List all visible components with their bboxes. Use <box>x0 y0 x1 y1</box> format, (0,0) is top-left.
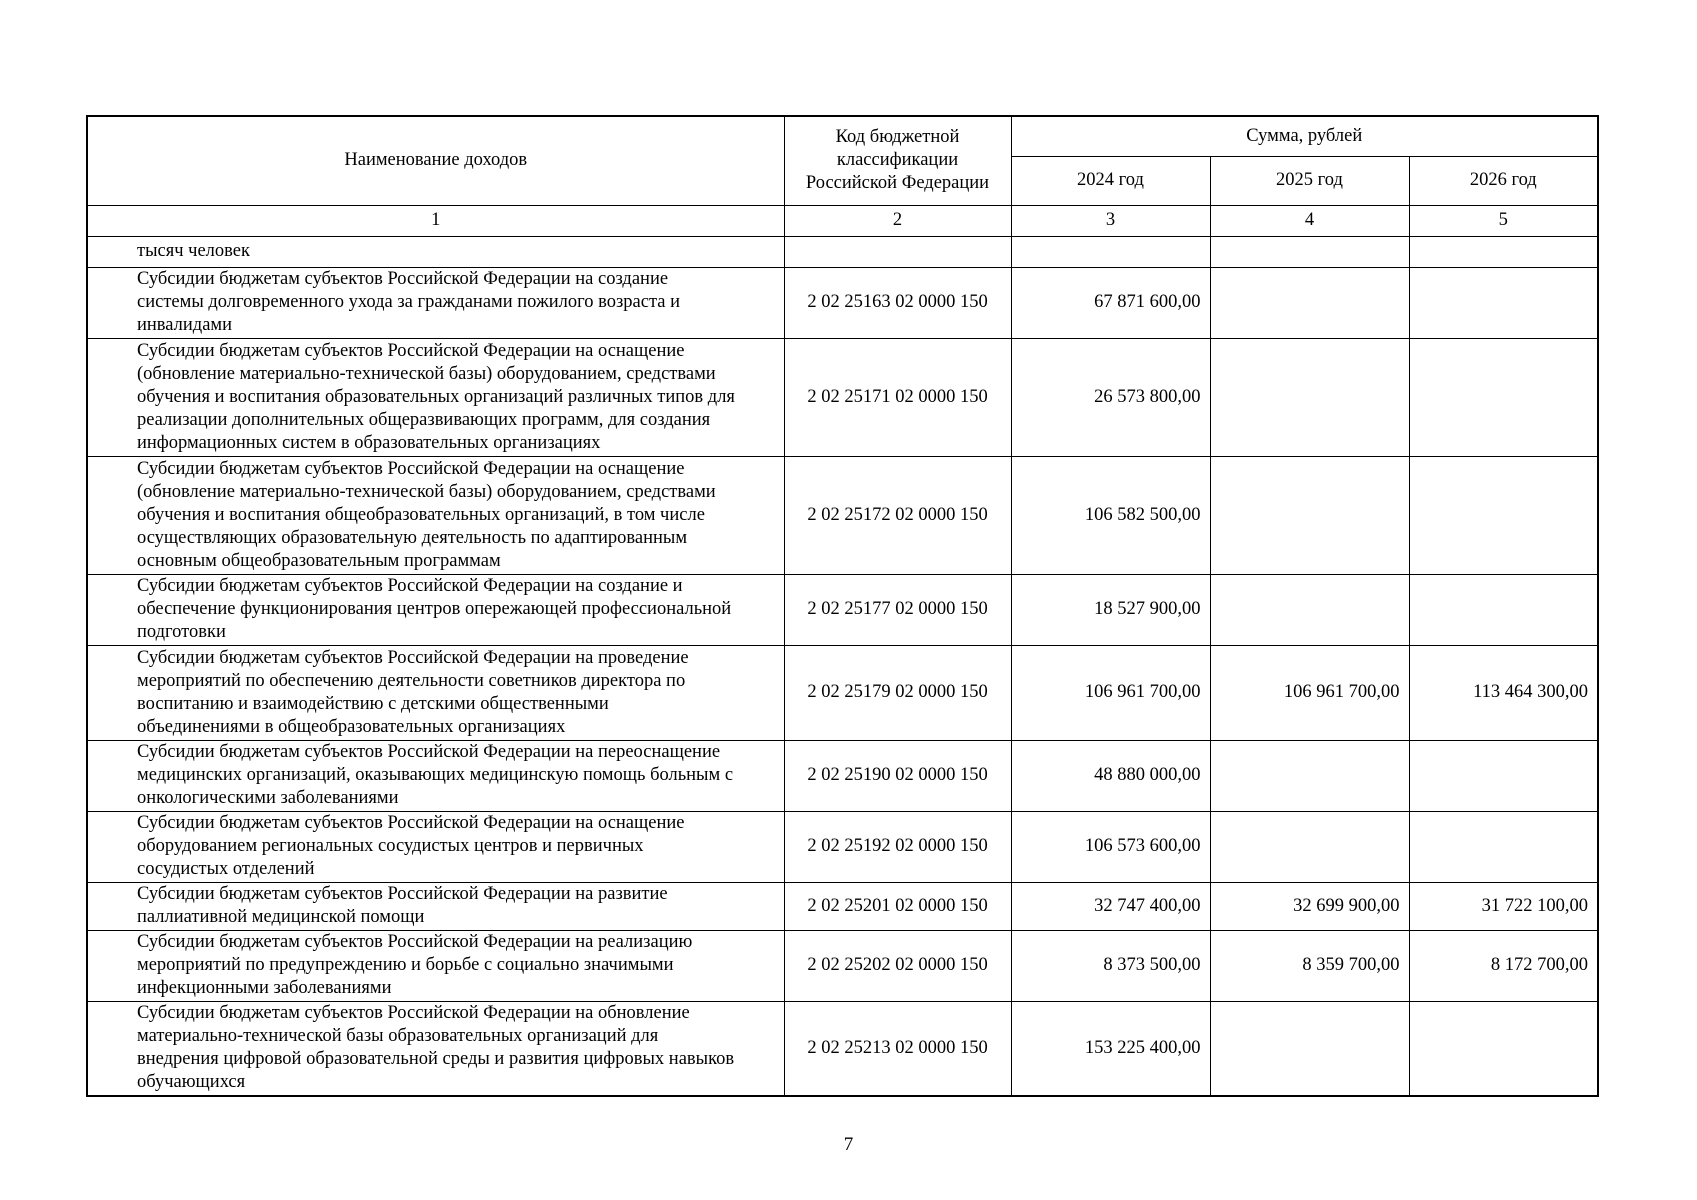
revenue-name: Субсидии бюджетам субъектов Российской Федерации на развитие паллиативной медицинской помощи <box>87 882 784 930</box>
sum-2024 <box>1011 236 1210 267</box>
revenue-name: Субсидии бюджетам субъектов Российской Федерации на оснащение оборудованием региональных сосудистых центров и первичных сосудистых отделений <box>87 811 784 882</box>
revenue-name: Субсидии бюджетам субъектов Российской Федерации на проведение мероприятий по обеспечению деятельности советников директора по воспитанию и взаимодействию с детскими общественными объединениями в общеобразовательных организациях <box>87 645 784 740</box>
header-revenue-name: Наименование доходов <box>87 116 784 205</box>
table-row <box>87 811 1598 882</box>
header-budget-code: Код бюджетной классификации Российской Федерации <box>784 116 1011 205</box>
column-number: 1 <box>87 205 784 236</box>
column-number: 4 <box>1210 205 1409 236</box>
sum-2025: 106 961 700,00 <box>1210 645 1409 740</box>
sum-2025 <box>1210 456 1409 574</box>
budget-code: 2 02 25163 02 0000 150 <box>784 267 1011 338</box>
sum-2026: 31 722 100,00 <box>1409 882 1598 930</box>
sum-2025: 32 699 900,00 <box>1210 882 1409 930</box>
sum-2025 <box>1210 811 1409 882</box>
table-row <box>87 267 1598 338</box>
table-row <box>87 338 1598 456</box>
budget-code: 2 02 25171 02 0000 150 <box>784 338 1011 456</box>
sum-2024: 67 871 600,00 <box>1011 267 1210 338</box>
sum-2024: 26 573 800,00 <box>1011 338 1210 456</box>
revenue-name: Субсидии бюджетам субъектов Российской Федерации на оснащение (обновление материально-технической базы) оборудованием, средствами обучения и воспитания общеобразовательных организаций, в том числе осуществляющих образовательную деятельность по адаптированным основным общеобразовательным программам <box>87 456 784 574</box>
sum-2024: 153 225 400,00 <box>1011 1001 1210 1096</box>
column-number: 2 <box>784 205 1011 236</box>
sum-2024: 8 373 500,00 <box>1011 930 1210 1001</box>
header-year-2026: 2026 год <box>1409 156 1598 205</box>
budget-code: 2 02 25202 02 0000 150 <box>784 930 1011 1001</box>
table-body <box>87 236 1598 1096</box>
table-row <box>87 456 1598 574</box>
revenue-name: Субсидии бюджетам субъектов Российской Федерации на реализацию мероприятий по предупреждению и борьбе с социально значимыми инфекционными заболеваниями <box>87 930 784 1001</box>
sum-2025 <box>1210 267 1409 338</box>
header-year-2025: 2025 год <box>1210 156 1409 205</box>
table-row <box>87 1001 1598 1096</box>
budget-code: 2 02 25179 02 0000 150 <box>784 645 1011 740</box>
page-number: 7 <box>843 1134 854 1155</box>
sum-2026 <box>1409 574 1598 645</box>
table-row <box>87 930 1598 1001</box>
sum-2025 <box>1210 236 1409 267</box>
sum-2024: 48 880 000,00 <box>1011 740 1210 811</box>
budget-code: 2 02 25190 02 0000 150 <box>784 740 1011 811</box>
header-year-2024: 2024 год <box>1011 156 1210 205</box>
table-header <box>87 116 1598 236</box>
budget-code: 2 02 25213 02 0000 150 <box>784 1001 1011 1096</box>
sum-2025 <box>1210 574 1409 645</box>
sum-2026 <box>1409 338 1598 456</box>
revenue-name: Субсидии бюджетам субъектов Российской Федерации на оснащение (обновление материально-технической базы) оборудованием, средствами обучения и воспитания образовательных организаций различных типов для реализации дополнительных общеразвивающих программ, для создания информационных систем в образовательных организациях <box>87 338 784 456</box>
table-row <box>87 574 1598 645</box>
sum-2024: 106 961 700,00 <box>1011 645 1210 740</box>
budget-code: 2 02 25177 02 0000 150 <box>784 574 1011 645</box>
revenue-table <box>86 115 1599 1097</box>
sum-2026 <box>1409 1001 1598 1096</box>
sum-2025 <box>1210 740 1409 811</box>
sum-2026 <box>1409 740 1598 811</box>
budget-code: 2 02 25192 02 0000 150 <box>784 811 1011 882</box>
sum-2026: 8 172 700,00 <box>1409 930 1598 1001</box>
revenue-name: Субсидии бюджетам субъектов Российской Федерации на переоснащение медицинских организаций, оказывающих медицинскую помощь больным с онкологическими заболеваниями <box>87 740 784 811</box>
sum-2024: 106 573 600,00 <box>1011 811 1210 882</box>
sum-2024: 18 527 900,00 <box>1011 574 1210 645</box>
sum-2026 <box>1409 811 1598 882</box>
sum-2026: 113 464 300,00 <box>1409 645 1598 740</box>
table-row <box>87 236 1598 267</box>
column-number: 5 <box>1409 205 1598 236</box>
sum-2026 <box>1409 267 1598 338</box>
table-row <box>87 645 1598 740</box>
table-row <box>87 740 1598 811</box>
revenue-name: Субсидии бюджетам субъектов Российской Федерации на обновление материально-технической базы образовательных организаций для внедрения цифровой образовательной среды и развития цифровых навыков обучающихся <box>87 1001 784 1096</box>
column-number: 3 <box>1011 205 1210 236</box>
sum-2025 <box>1210 338 1409 456</box>
budget-code: 2 02 25201 02 0000 150 <box>784 882 1011 930</box>
sum-2024: 106 582 500,00 <box>1011 456 1210 574</box>
column-number-row <box>87 205 1598 236</box>
sum-2026 <box>1409 236 1598 267</box>
table-row <box>87 882 1598 930</box>
sum-2026 <box>1409 456 1598 574</box>
budget-code <box>784 236 1011 267</box>
header-sum: Сумма, рублей <box>1011 116 1598 156</box>
budget-code: 2 02 25172 02 0000 150 <box>784 456 1011 574</box>
sum-2025: 8 359 700,00 <box>1210 930 1409 1001</box>
sum-2025 <box>1210 1001 1409 1096</box>
sum-2024: 32 747 400,00 <box>1011 882 1210 930</box>
revenue-name: тысяч человек <box>87 236 784 267</box>
revenue-name: Субсидии бюджетам субъектов Российской Федерации на создание системы долговременного ухода за гражданами пожилого возраста и инвалидами <box>87 267 784 338</box>
revenue-name: Субсидии бюджетам субъектов Российской Федерации на создание и обеспечение функционирования центров опережающей профессиональной подготовки <box>87 574 784 645</box>
